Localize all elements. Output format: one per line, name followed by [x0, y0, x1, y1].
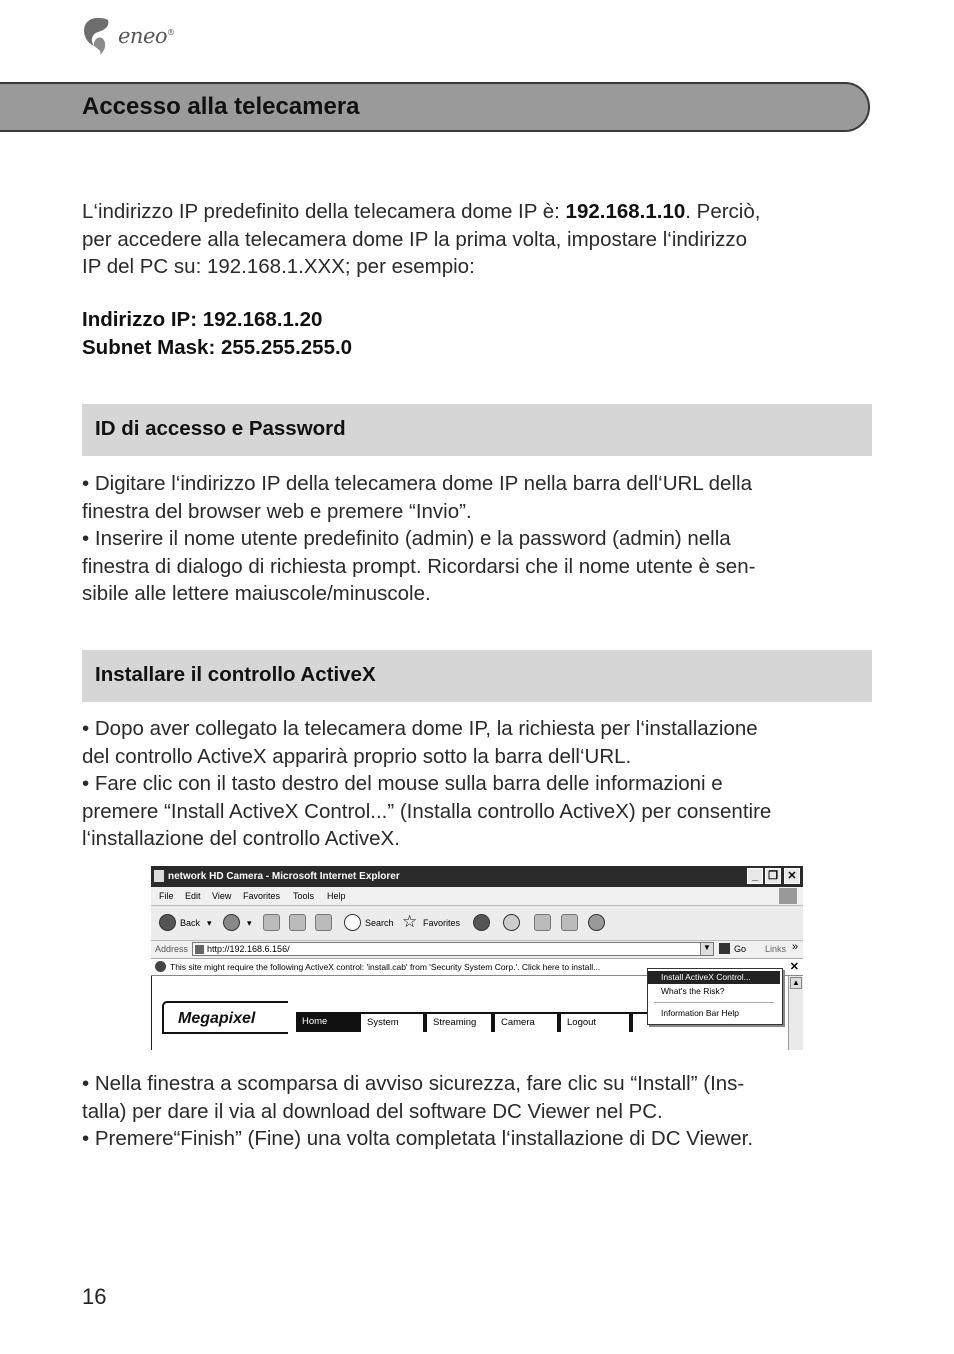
infobar-text[interactable]: This site might require the following ActiveX control: 'install.cab' from 'Security System Corp.'. Click here to install... — [170, 962, 601, 972]
nav-logout[interactable]: Logout — [561, 1012, 629, 1032]
page-icon — [195, 945, 204, 954]
address-bar — [151, 941, 803, 959]
intro-line: IP del PC su: 192.168.1.XXX; per esempio: — [82, 255, 475, 278]
body-line: • Fare clic con il tasto destro del mouse sulla barra delle informazioni e — [82, 772, 723, 795]
menu-view[interactable]: View — [212, 891, 232, 901]
nav-home[interactable]: Home — [302, 1016, 328, 1027]
favorites-star-icon[interactable]: ☆ — [402, 912, 418, 931]
body-line: finestra del browser web e premere “Invio”. — [82, 499, 472, 523]
links-chevron-icon[interactable]: » — [792, 941, 799, 953]
back-arrow-icon[interactable] — [159, 914, 176, 931]
brand-name: eneo® — [118, 24, 175, 48]
favorites-label[interactable]: Favorites — [423, 918, 461, 928]
address-label: Address — [155, 944, 189, 954]
home-icon[interactable] — [315, 914, 332, 931]
context-menu — [647, 968, 783, 1025]
back-dropdown-icon[interactable]: ▾ — [207, 918, 212, 928]
menu-favorites[interactable]: Favorites — [243, 891, 281, 901]
scroll-up-icon[interactable]: ▲ — [790, 977, 802, 989]
intro-text: L‘indirizzo IP predefinito della telecamera dome IP è: — [82, 200, 566, 223]
menu-separator — [654, 1002, 774, 1003]
default-ip: 192.168.1.10 — [565, 200, 686, 223]
print-icon[interactable] — [534, 914, 551, 931]
body-line: l‘installazione del controllo ActiveX. — [82, 827, 400, 850]
menu-help[interactable]: Help — [327, 891, 346, 901]
address-input[interactable] — [192, 942, 714, 956]
links-label[interactable]: Links — [765, 944, 787, 954]
stop-icon[interactable] — [263, 914, 280, 931]
menu-edit[interactable]: Edit — [185, 891, 201, 901]
brand-logo — [80, 16, 175, 56]
close-icon[interactable]: ✕ — [789, 961, 799, 973]
section1-body — [82, 470, 872, 608]
nav-camera[interactable]: Camera — [495, 1012, 557, 1032]
page-number: 16 — [82, 1284, 107, 1309]
messenger-icon[interactable] — [588, 914, 605, 931]
forward-dropdown-icon[interactable]: ▾ — [247, 918, 252, 928]
search-icon[interactable] — [344, 914, 361, 931]
body-line: del controllo ActiveX apparirà proprio sotto la barra dell‘URL. — [82, 744, 632, 768]
go-arrow-icon — [719, 943, 730, 954]
go-label: Go — [734, 944, 747, 954]
intro-line: per accedere alla telecamera dome IP la prima volta, impostare l‘indirizzo — [82, 227, 748, 251]
ie-page-icon — [154, 870, 164, 882]
body-line: premere “Install ActiveX Control...” (Installa controllo ActiveX) per consentire — [82, 799, 772, 823]
refresh-icon[interactable] — [289, 914, 306, 931]
example-subnet: Subnet Mask: 255.255.255.0 — [82, 336, 353, 359]
go-button[interactable] — [719, 942, 759, 956]
search-label[interactable]: Search — [365, 918, 394, 928]
browser-screenshot — [151, 866, 803, 1050]
intro-paragraph — [82, 198, 872, 281]
nav-system[interactable]: System — [361, 1012, 423, 1032]
section-heading: Installare il controllo ActiveX — [95, 663, 376, 686]
address-dropdown-icon[interactable]: ▼ — [700, 943, 713, 955]
megapixel-tab — [162, 1001, 288, 1034]
minimize-icon[interactable]: _ — [747, 868, 763, 884]
section-heading-bar — [82, 404, 872, 456]
body-line: • Dopo aver collegato la telecamera dome IP, la richiesta per l‘installazione — [82, 717, 758, 740]
megapixel-label: Megapixel — [178, 1010, 256, 1027]
history-icon[interactable] — [473, 914, 490, 931]
browser-toolbar — [151, 906, 803, 941]
window-title: network HD Camera - Microsoft Internet Explorer — [168, 871, 400, 882]
section-heading: ID di accesso e Password — [95, 417, 346, 440]
mail-icon[interactable] — [503, 914, 520, 931]
whats-the-risk-item[interactable]: What's the Risk? — [661, 986, 725, 996]
section2-after — [82, 1070, 872, 1153]
information-bar-help-item[interactable]: Information Bar Help — [661, 1008, 739, 1018]
body-line: • Digitare l‘indirizzo IP della telecamera dome IP nella barra dell‘URL della — [82, 472, 752, 495]
body-line: talla) per dare il via al download del software DC Viewer nel PC. — [82, 1099, 663, 1123]
eneo-logo-icon — [80, 16, 114, 56]
body-line: sibile alle lettere maiuscole/minuscole. — [82, 582, 431, 605]
body-line: • Inserire il nome utente predefinito (admin) e la password (admin) nella — [82, 527, 731, 550]
menu-file[interactable]: File — [159, 891, 174, 901]
forward-arrow-icon[interactable] — [223, 914, 240, 931]
edit-icon[interactable] — [561, 914, 578, 931]
install-activex-item[interactable]: Install ActiveX Control... — [648, 971, 780, 984]
menu-bar — [151, 887, 803, 906]
body-line: • Premere“Finish” (Fine) una volta completata l‘installazione di DC Viewer. — [82, 1127, 754, 1150]
close-icon[interactable]: ✕ — [784, 868, 800, 884]
intro-text-cont: . Perciò, — [685, 200, 761, 223]
address-url: http://192.168.6.156/ — [207, 944, 290, 954]
shield-icon — [155, 961, 166, 972]
nav-streaming[interactable]: Streaming — [427, 1012, 491, 1032]
page-title: Accesso alla telecamera — [82, 93, 360, 120]
restore-icon[interactable]: ❐ — [765, 868, 781, 884]
menu-tools[interactable]: Tools — [293, 891, 315, 901]
section-heading-bar — [82, 650, 872, 702]
scrollbar[interactable] — [788, 976, 803, 1050]
section2-body — [82, 715, 872, 853]
example-ip: Indirizzo IP: 192.168.1.20 — [82, 308, 323, 331]
body-line: • Nella finestra a scomparsa di avviso sicurezza, fare clic su “Install” (Ins- — [82, 1072, 745, 1095]
back-label[interactable]: Back — [180, 918, 201, 928]
windows-flag-icon — [779, 888, 797, 904]
body-line: finestra di dialogo di richiesta prompt. Ricordarsi che il nome utente è sen- — [82, 554, 756, 578]
window-titlebar — [151, 866, 803, 887]
